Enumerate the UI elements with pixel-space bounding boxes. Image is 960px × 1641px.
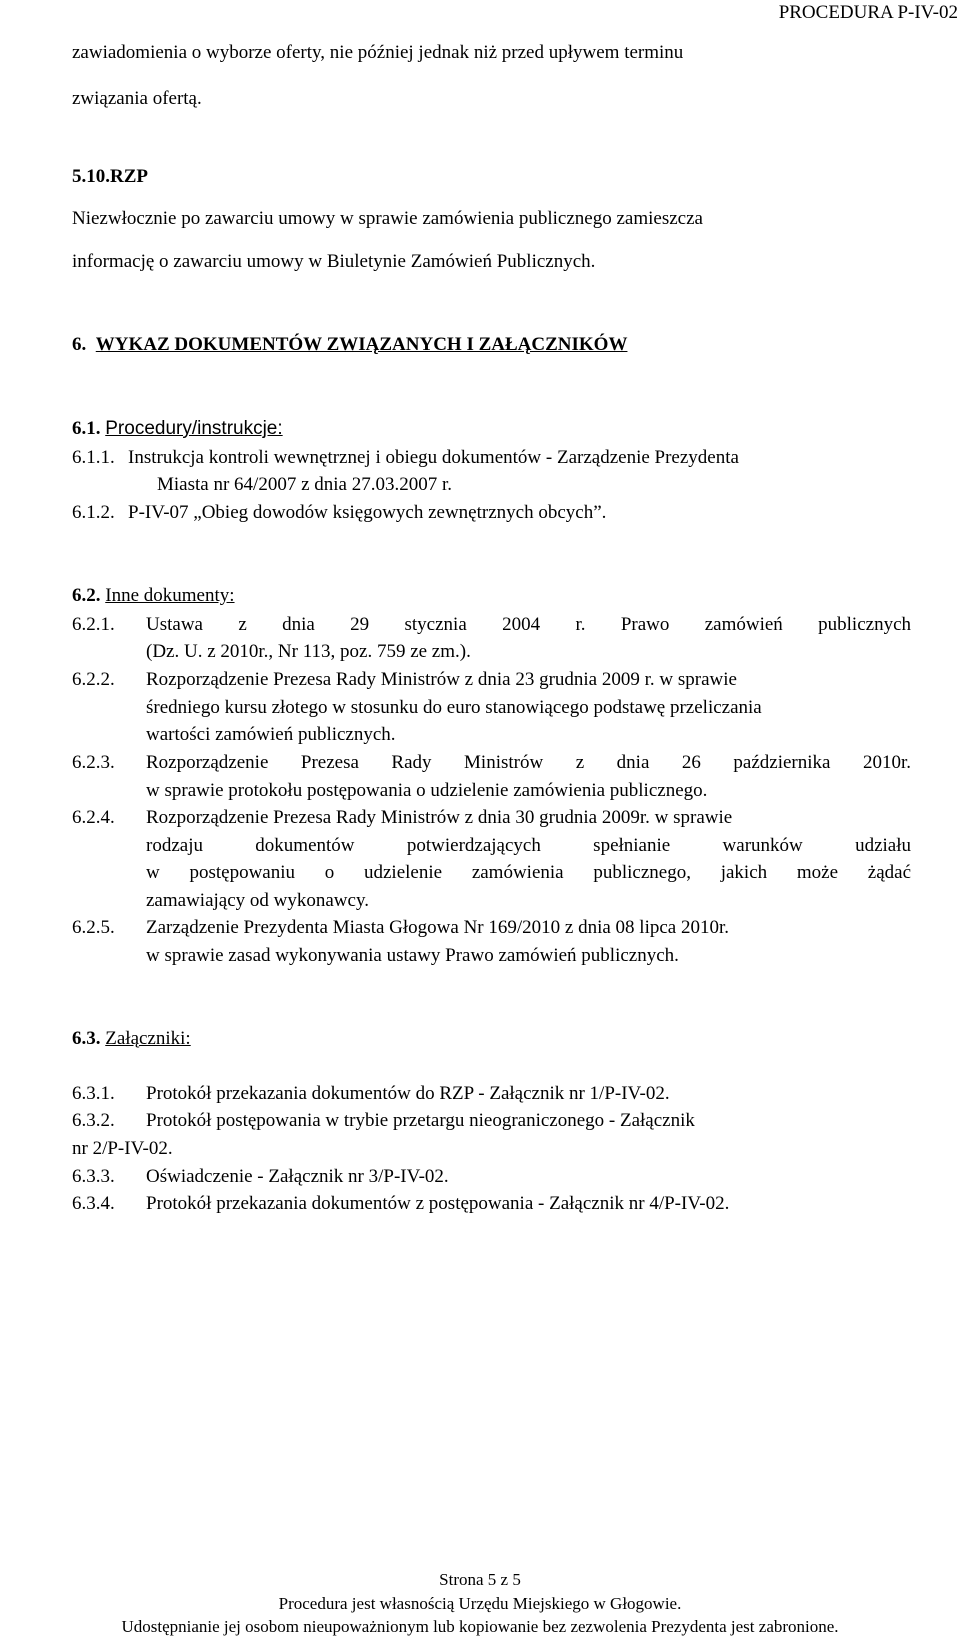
subsection-heading-6-1 — [72, 418, 283, 440]
subsection-title: Procedury/instrukcje: — [105, 418, 283, 439]
item-number: 6.1.1. — [72, 447, 115, 468]
item-text: rodzaju dokumentów potwierdzających spełnianie warunków udziału — [146, 835, 911, 856]
subsection-heading-6-3 — [72, 1028, 191, 1050]
item-text: Instrukcja kontroli wewnętrznej i obiegu dokumentów - Zarządzenie Prezydenta — [128, 447, 739, 468]
item-text: (Dz. U. z 2010r., Nr 113, poz. 759 ze zm.). — [146, 641, 471, 662]
item-text: Rozporządzenie Prezesa Rady Ministrów z dnia 26 października 2010r. — [146, 752, 911, 773]
subsection-number: 6.1. — [72, 418, 101, 439]
procedure-code-header: PROCEDURA P-IV-02 — [778, 2, 958, 23]
item-number: 6.2.1. — [72, 614, 115, 635]
section-text: informację o zawarciu umowy w Biuletynie Zamówień Publicznych. — [72, 251, 596, 272]
footer-ownership: Procedura jest własnością Urzędu Miejskiego w Głogowie. — [278, 1594, 682, 1613]
item-number: 6.2.2. — [72, 669, 115, 690]
subsection-title: Inne dokumenty: — [105, 585, 235, 606]
subsection-number: 6.2. — [72, 585, 101, 606]
footer-copyright: Udostępnianie jej osobom nieupoważnionym lub kopiowanie bez zezwolenia Prezydenta jest zabronione. — [121, 1617, 839, 1636]
item-number: 6.3.4. — [72, 1193, 115, 1214]
item-text: Miasta nr 64/2007 z dnia 27.03.2007 r. — [157, 474, 452, 495]
subsection-number: 6.3. — [72, 1028, 101, 1049]
subsection-title: Załączniki: — [105, 1028, 191, 1049]
item-text: w postępowaniu o udzielenie zamówienia publicznego, jakich może żądać — [146, 862, 911, 883]
item-number: 6.3.3. — [72, 1166, 115, 1187]
section-heading-5-10 — [72, 166, 148, 188]
section-text: Niezwłocznie po zawarciu umowy w sprawie zamówienia publicznego zamieszcza — [72, 208, 703, 229]
item-text: Zarządzenie Prezydenta Miasta Głogowa Nr 169/2010 z dnia 08 lipca 2010r. — [146, 917, 730, 938]
item-text: Protokół przekazania dokumentów do RZP - Załącznik nr 1/P-IV-02. — [146, 1083, 670, 1104]
item-text: zamawiający od wykonawcy. — [146, 890, 369, 911]
subsection-heading-6-2 — [72, 585, 235, 607]
item-text: w sprawie zasad wykonywania ustawy Prawo zamówień publicznych. — [146, 945, 679, 966]
item-number: 6.1.2. — [72, 502, 115, 523]
item-number: 6.2.5. — [72, 917, 115, 938]
section-heading-6 — [72, 334, 627, 356]
item-text: Rozporządzenie Prezesa Rady Ministrów z dnia 23 grudnia 2009 r. w sprawie — [146, 669, 737, 690]
item-text: nr 2/P-IV-02. — [72, 1138, 173, 1159]
section-title: RZP — [110, 166, 148, 187]
section-title: WYKAZ DOKUMENTÓW ZWIĄZANYCH I ZAŁĄCZNIKÓW — [95, 334, 628, 355]
item-text: Ustawa z dnia 29 stycznia 2004 r. Prawo zamówień publicznych — [146, 614, 911, 635]
item-number: 6.3.2. — [72, 1110, 115, 1131]
item-text: średniego kursu złotego w stosunku do euro stanowiącego podstawę przeliczania — [146, 697, 762, 718]
item-number: 6.2.3. — [72, 752, 115, 773]
item-number: 6.2.4. — [72, 807, 115, 828]
item-text: wartości zamówień publicznych. — [146, 724, 396, 745]
section-number: 5.10. — [72, 166, 110, 187]
intro-line: zawiadomienia o wyborze oferty, nie później jednak niż przed upływem terminu — [72, 42, 684, 63]
item-text: P-IV-07 „Obieg dowodów księgowych zewnętrznych obcych”. — [128, 502, 607, 523]
item-number: 6.3.1. — [72, 1083, 115, 1104]
intro-line: związania ofertą. — [72, 88, 202, 109]
section-number: 6. — [72, 334, 87, 355]
page-number: Strona 5 z 5 — [439, 1570, 521, 1589]
item-text: Oświadczenie - Załącznik nr 3/P-IV-02. — [146, 1166, 449, 1187]
item-text: w sprawie protokołu postępowania o udzielenie zamówienia publicznego. — [146, 780, 708, 801]
item-text: Protokół postępowania w trybie przetargu nieograniczonego - Załącznik — [146, 1110, 695, 1131]
item-text: Rozporządzenie Prezesa Rady Ministrów z dnia 30 grudnia 2009r. w sprawie — [146, 807, 733, 828]
item-text: Protokół przekazania dokumentów z postępowania - Załącznik nr 4/P-IV-02. — [146, 1193, 730, 1214]
